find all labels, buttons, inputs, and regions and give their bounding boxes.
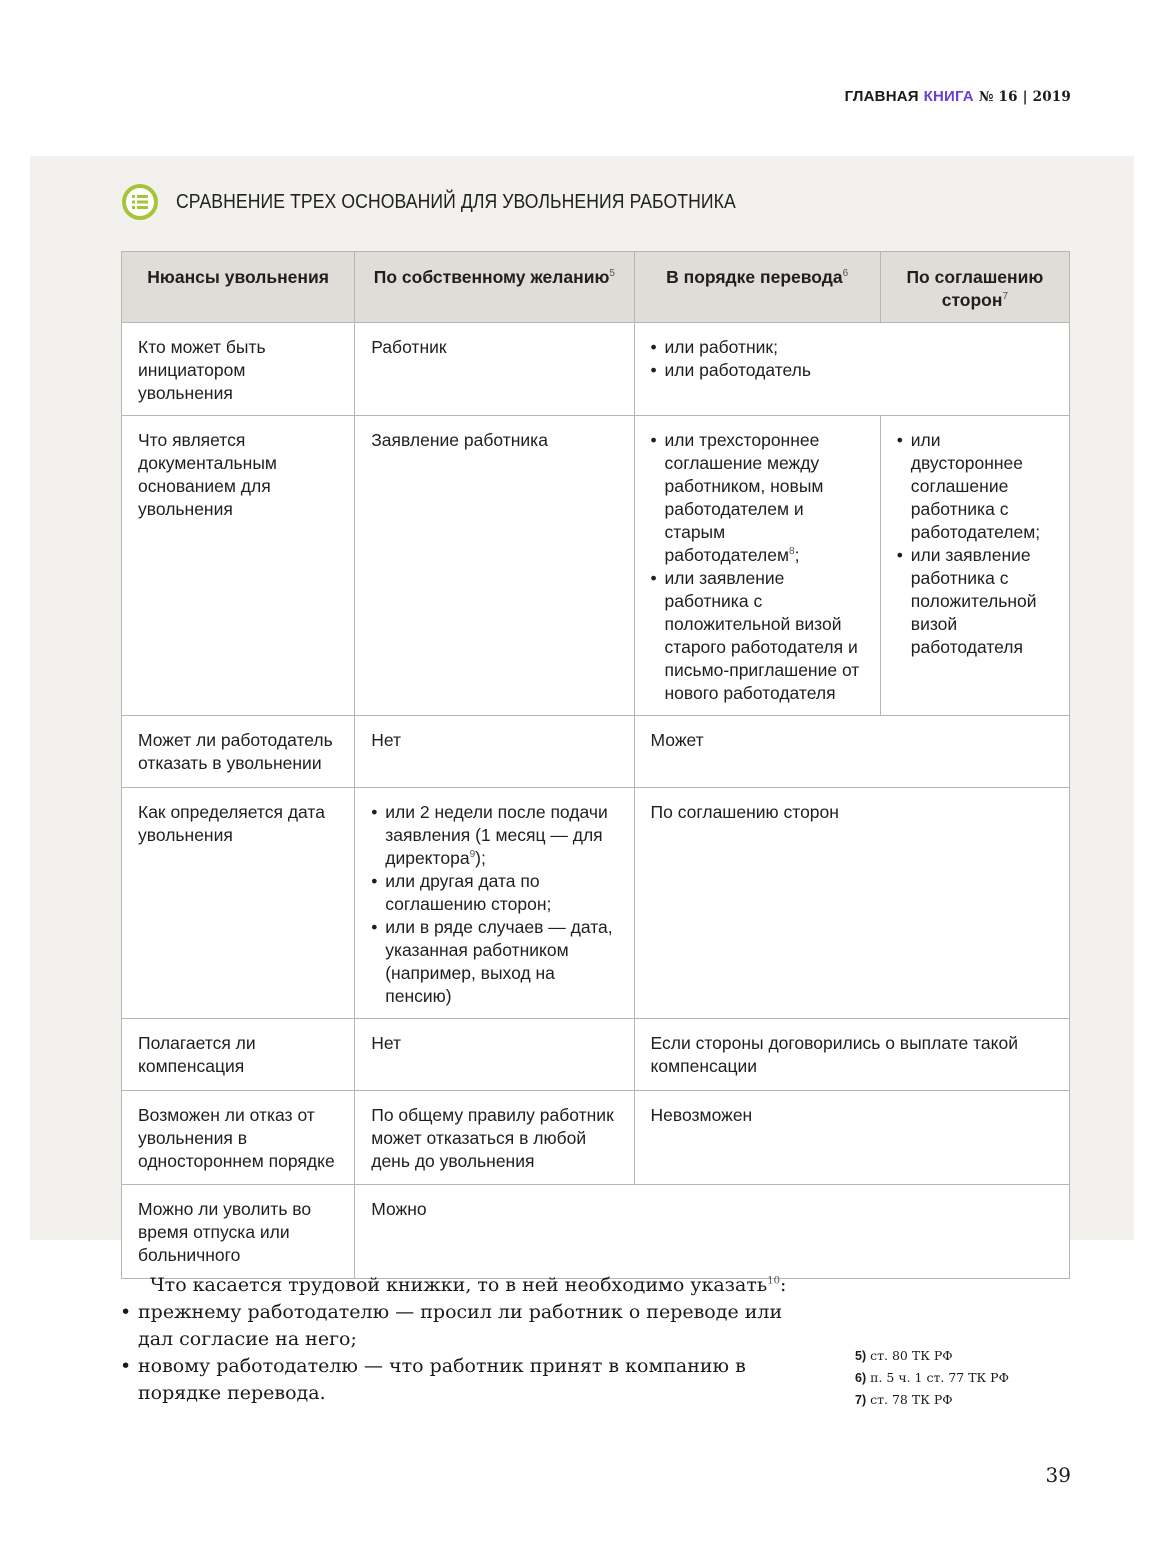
table-row (122, 1019, 1070, 1091)
header-transfer: В порядке перевода$^6$ (634, 252, 880, 323)
issue-number: № 16 | 2019 (978, 89, 1071, 105)
cell-transfer-agreement: Может (634, 716, 1069, 788)
header-nuances: Нюансы увольнения (122, 252, 355, 323)
cell-own-will: По общему правилу работник может отказаться в любой день до увольнения (355, 1091, 634, 1185)
panel-title-row (122, 184, 812, 220)
list-item: • или в ряде случаев — дата, указанная работником (например, выход на пенсию) (385, 916, 617, 1008)
cell-transfer-agreement: Невозможен (634, 1091, 1069, 1185)
table-row (122, 1185, 1070, 1279)
table-row (122, 716, 1070, 788)
row-label: Кто может быть инициатором увольнения (122, 323, 355, 416)
list-item: • или работодатель (665, 359, 1053, 382)
cell-own-will: Заявление работника (355, 416, 634, 716)
list-item: • или трехстороннее соглашение между работником, новым работодателем и старым работодателем$^8$; (665, 429, 864, 567)
brand-name-part1: ГЛАВНАЯ (844, 88, 919, 105)
page-number: 39 (1045, 1463, 1071, 1487)
comparison-table (121, 251, 1070, 1279)
body-text (118, 1272, 818, 1407)
comparison-panel (30, 156, 1134, 1265)
list-item: • или работник; (665, 336, 1053, 359)
cell-own-will: Работник (355, 323, 634, 416)
footnote: 5) ст. 80 ТК РФ (855, 1348, 953, 1363)
row-label: Может ли работодатель отказать в увольнении (122, 716, 355, 788)
cell-transfer-agreement: Если стороны договорились о выплате такой компенсации (634, 1019, 1069, 1091)
brand-name-part2: КНИГА (923, 88, 974, 105)
cell-all-bases: Можно (355, 1185, 1070, 1279)
cell-agreement (880, 416, 1069, 716)
cell-transfer (634, 416, 880, 716)
list-icon (122, 184, 158, 220)
body-paragraph: Что касается трудовой книжки, то в ней необходимо указать$^{10}$: (150, 1274, 787, 1296)
footnote: 6) п. 5 ч. 1 ст. 77 ТК РФ (855, 1370, 1009, 1385)
list-item: • новому работодателю — что работник принят в компанию в порядке перевода. (138, 1353, 818, 1407)
cell-transfer-agreement: По соглашению сторон (634, 788, 1069, 1019)
list-item: • или заявление работника с положительной визой старого работодателя и письмо-приглашение от нового работодателя (665, 567, 864, 705)
row-label: Полагается ли компенсация (122, 1019, 355, 1091)
panel-title: СРАВНЕНИЕ ТРЕХ ОСНОВАНИЙ ДЛЯ УВОЛЬНЕНИЯ РАБОТНИКА (176, 190, 736, 213)
row-label: Возможен ли отказ от увольнения в одностороннем порядке (122, 1091, 355, 1185)
list-item: • или другая дата по соглашению сторон; (385, 870, 617, 916)
list-item: • или заявление работника с положительной визой работодателя (911, 544, 1053, 659)
table-row (122, 416, 1070, 716)
cell-own-will: Нет (355, 1019, 634, 1091)
row-label: Можно ли уволить во время отпуска или больничного (122, 1185, 355, 1279)
table-header-row (122, 252, 1070, 323)
cell-own-will: Нет (355, 716, 634, 788)
row-label: Что является документальным основанием для увольнения (122, 416, 355, 716)
cell-own-will (355, 788, 634, 1019)
footnote: 7) ст. 78 ТК РФ (855, 1392, 953, 1407)
header-agreement: По соглашению сторон$^7$ (880, 252, 1069, 323)
footnotes (855, 1345, 1009, 1411)
row-label: Как определяется дата увольнения (122, 788, 355, 1019)
list-item: • прежнему работодателю — просил ли работник о переводе или дал согласие на него; (138, 1299, 818, 1353)
table-row (122, 323, 1070, 416)
table-row (122, 1091, 1070, 1185)
table-row (122, 788, 1070, 1019)
list-item: • или двустороннее соглашение работника с работодателем; (911, 429, 1053, 544)
list-item: • или 2 недели после подачи заявления (1 месяц — для директора$^9$); (385, 801, 617, 870)
cell-transfer-agreement (634, 323, 1069, 416)
publication-header (845, 88, 1071, 105)
header-own-will: По собственному желанию$^5$ (355, 252, 634, 323)
